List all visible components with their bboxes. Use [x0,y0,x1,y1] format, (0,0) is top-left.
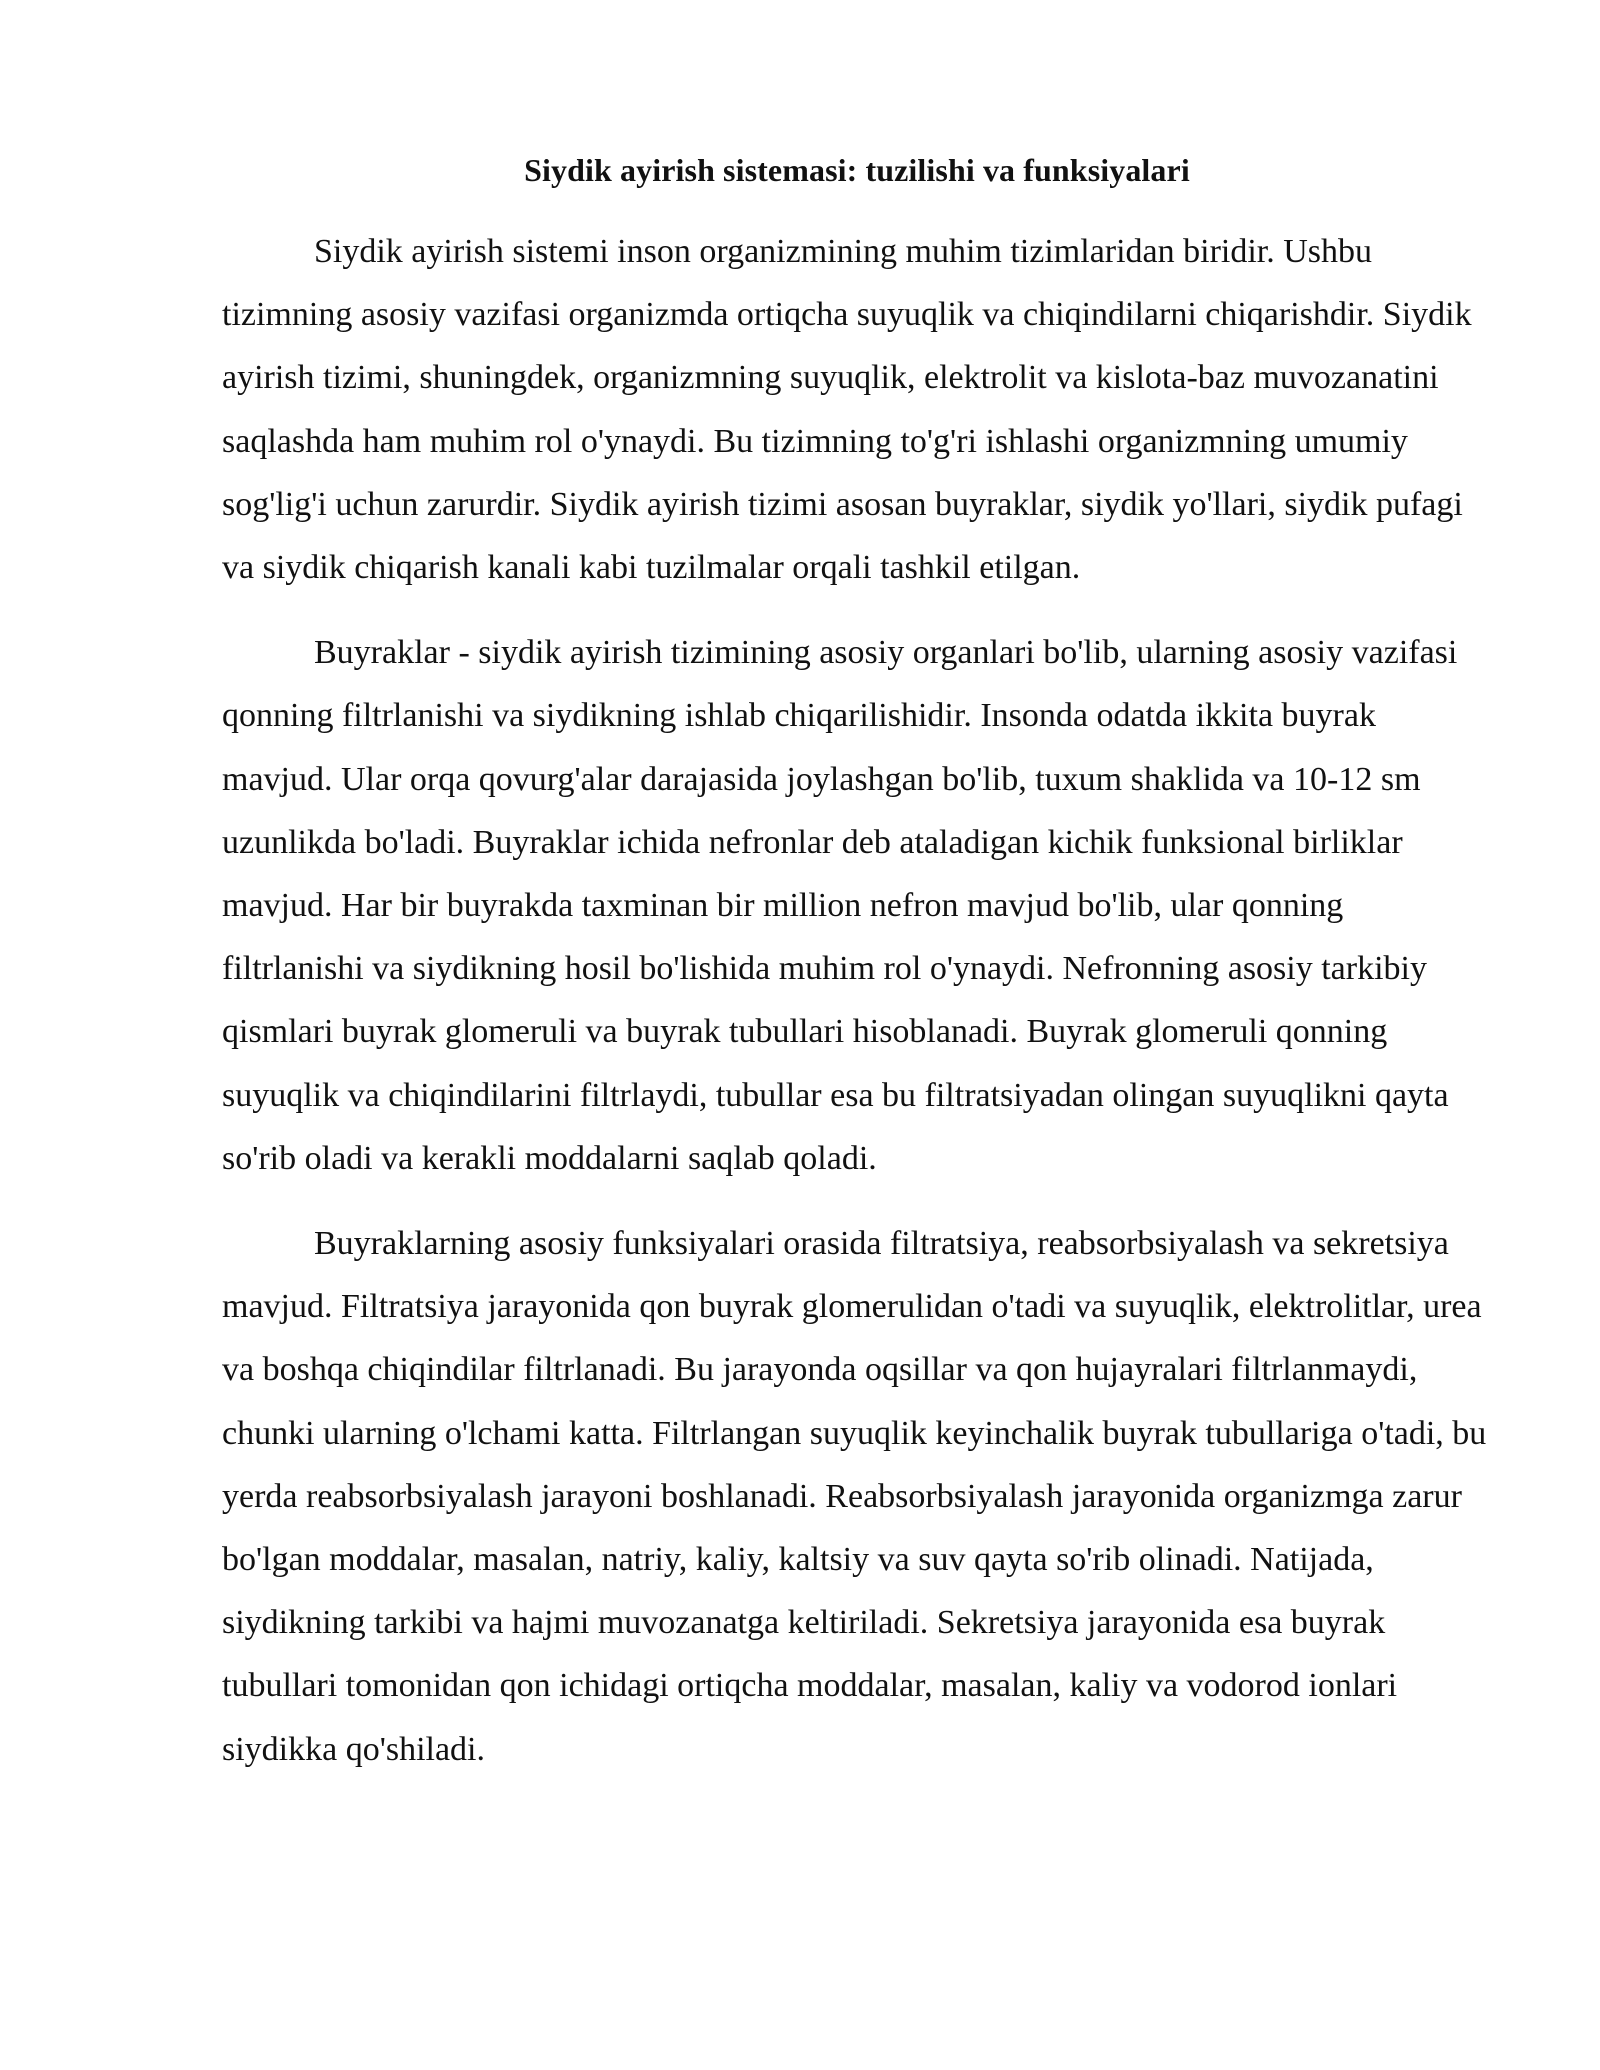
paragraph-kidneys: Buyraklar - siydik ayirish tizimining asosiy organlari bo'lib, ularning asosiy vazifasi qonning filtrlanishi va siydikning ishlab chiqarilishidir. Insonda odatda ikkita buyrak mavjud. Ular orqa qovurg'alar darajasida joylashgan bo'lib, tuxum shaklida va 10-12 sm uzunlikda bo'ladi. Buyraklar ichida nefronlar deb ataladigan kichik funksional birliklar mavjud. Har bir buyrakda taxminan bir million nefron mavjud bo'lib, ular qonning filtrlanishi va siydikning hosil bo'lishida muhim rol o'ynaydi. Nefronning asosiy tarkibiy qismlari buyrak glomeruli va buyrak tubullari hisoblanadi. Buyrak glomeruli qonning suyuqlik va chiqindilarini filtrlaydi, tubullar esa bu filtratsiyadan olingan suyuqlikni qayta so'rib oladi va kerakli moddalarni saqlab qoladi. [222,634,1458,1177]
document-body [222,148,1492,1803]
paragraph-intro: Siydik ayirish sistemi inson organizmining muhim tizimlaridan biridir. Ushbu tizimning asosiy vazifasi organizmda ortiqcha suyuqlik va chiqindilarni chiqarishdir. Siydik ayirish tizimi, shuningdek, organizmning suyuqlik, elektrolit va kislota-baz muvozanatini saqlashda ham muhim rol o'ynaydi. Bu tizimning to'g'ri ishlashi organizmning umumiy sog'lig'i uchun zarurdir. Siydik ayirish tizimi asosan buyraklar, siydik yo'llari, siydik pufagi va siydik chiqarish kanali kabi tuzilmalar orqali tashkil etilgan. [222,233,1472,587]
paragraph-functions: Buyraklarning asosiy funksiyalari orasida filtratsiya, reabsorbsiyalash va sekretsiya mavjud. Filtratsiya jarayonida qon buyrak glomerulidan o'tadi va suyuqlik, elektrolitlar, urea va boshqa chiqindilar filtrlanadi. Bu jarayonda oqsillar va qon hujayralari filtrlanmaydi, chunki ularning o'lchami katta. Filtrlangan suyuqlik keyinchalik buyrak tubullariga o'tadi, bu yerda reabsorbsiyalash jarayoni boshlanadi. Reabsorbsiyalash jarayonida organizmga zarur bo'lgan moddalar, masalan, natriy, kaliy, kaltsiy va suv qayta so'rib olinadi. Natijada, siydikning tarkibi va hajmi muvozanatga keltiriladi. Sekretsiya jarayonida esa buyrak tubullari tomonidan qon ichidagi ortiqcha moddalar, masalan, kaliy va vodorod ionlari siydikka qo'shiladi. [222,1225,1487,1768]
document-title: Siydik ayirish sistemasi: tuzilishi va funksiyalari [524,152,1190,188]
